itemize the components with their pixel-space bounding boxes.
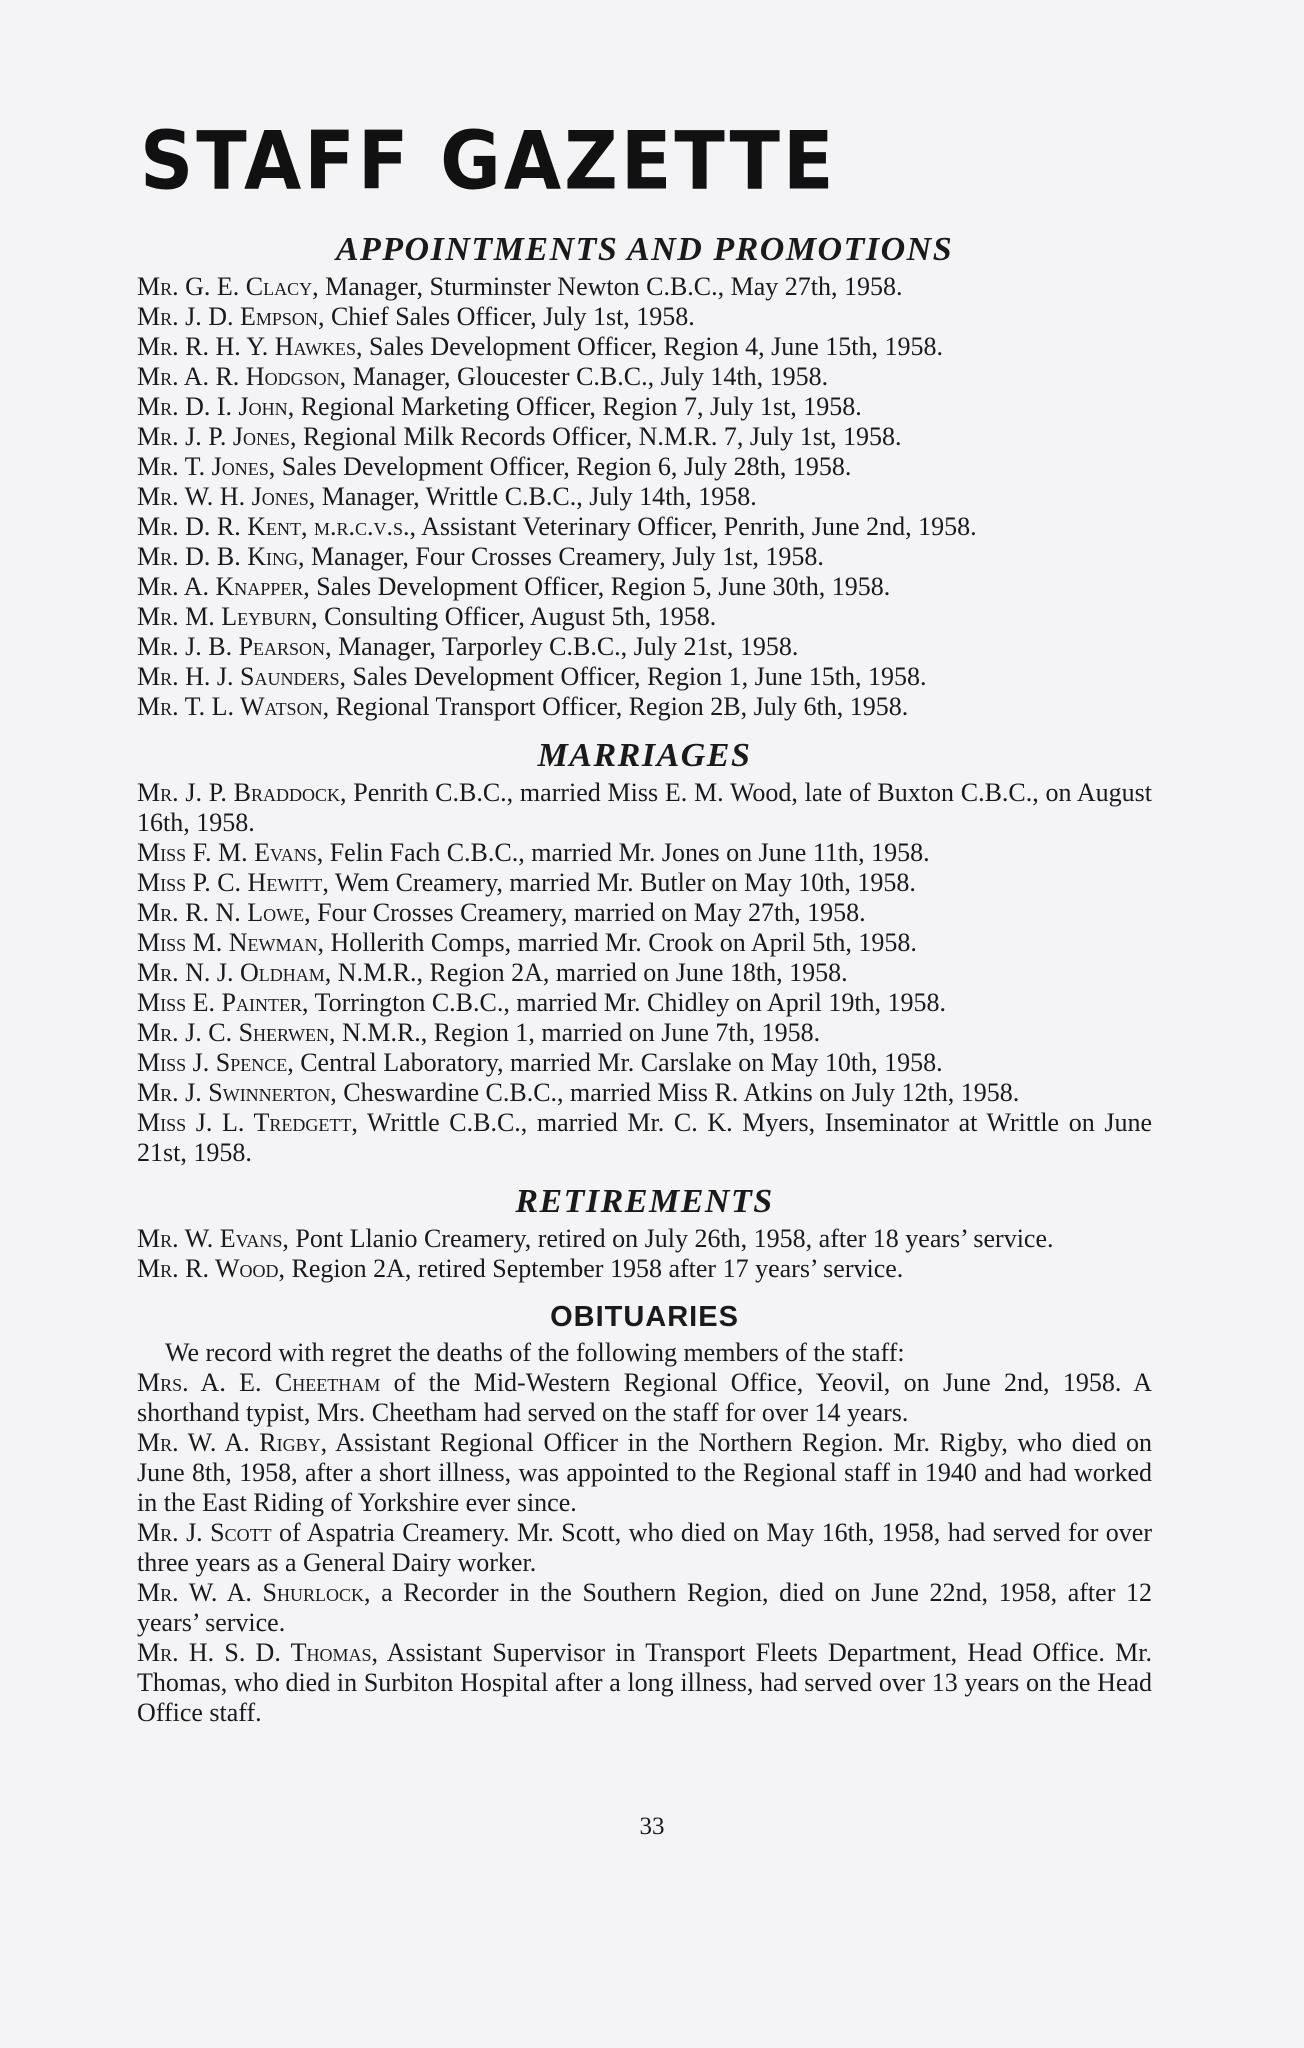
gazette-entry	[137, 778, 1152, 838]
staff-name: Mr. J. P. Braddock	[137, 778, 340, 807]
gazette-entry	[137, 512, 1152, 542]
gazette-content	[137, 228, 1152, 1728]
entry-text: , N.M.R., Region 2A, married on June 18th, 1958.	[324, 958, 848, 987]
section-heading: MARRIAGES	[537, 737, 752, 774]
staff-name: Mr. A. Knapper	[137, 572, 304, 601]
entry-text: , Writtle C.B.C., married Mr. C. K. Myers, Inseminator at Writtle on June 21st, 1958.	[137, 1108, 1152, 1167]
staff-name: Miss F. M. Evans	[137, 838, 317, 867]
staff-name: Mr. J. B. Pearson	[137, 632, 326, 661]
gazette-entry	[137, 898, 1152, 928]
entry-text: , Assistant Veterinary Officer, Penrith, June 2nd, 1958.	[409, 512, 977, 541]
gazette-entry	[137, 1078, 1152, 1108]
gazette-entry	[137, 572, 1152, 602]
sections-container	[137, 228, 1152, 1284]
masthead-title: STAFF GAZETTE	[140, 115, 837, 208]
gazette-entry	[137, 1018, 1152, 1048]
staff-name: Mr. R. H. Y. Hawkes	[137, 332, 357, 361]
gazette-entry	[137, 362, 1152, 392]
staff-name: Mr. T. Jones	[137, 452, 269, 481]
obituaries-intro: We record with regret the deaths of the following members of the staff:	[165, 1338, 905, 1367]
staff-name: Mr. A. R. Hodgson	[137, 362, 340, 391]
staff-name: Mr. J. Scott	[137, 1518, 272, 1547]
gazette-entry	[137, 272, 1152, 302]
entry-text: , Sales Development Officer, Region 6, July 28th, 1958.	[268, 452, 852, 481]
gazette-entry	[137, 692, 1152, 722]
obituary-entry	[137, 1428, 1152, 1518]
entry-text: , Pont Llanio Creamery, retired on July 26th, 1958, after 18 years’ service.	[282, 1224, 1054, 1253]
gazette-entry	[137, 422, 1152, 452]
entry-text: , Regional Transport Officer, Region 2B, July 6th, 1958.	[322, 692, 909, 721]
gazette-entry	[137, 928, 1152, 958]
section-heading: APPOINTMENTS AND PROMOTIONS	[335, 231, 954, 268]
entry-text: , Region 2A, retired September 1958 after 17 years’ service.	[278, 1254, 904, 1283]
staff-name: Mr. J. P. Jones	[137, 422, 290, 451]
staff-name: Mr. M. Leyburn	[137, 602, 312, 631]
entry-text: of the Mid-Western Regional Office, Yeovil, on June 2nd, 1958. A shorthand typist, Mrs. Cheetham had served on the staff for over 14 years.	[137, 1368, 1153, 1427]
gazette-entry	[137, 1048, 1152, 1078]
staff-name: Mr. D. R. Kent, m.r.c.v.s.	[137, 512, 410, 541]
staff-name: Mr. T. L. Watson	[137, 692, 323, 721]
staff-name: Miss P. C. Hewitt	[137, 868, 323, 897]
staff-name: Mr. J. D. Empson	[137, 302, 318, 331]
entry-text: , Sales Development Officer, Region 5, June 30th, 1958.	[303, 572, 891, 601]
entry-text: , Hollerith Comps, married Mr. Crook on April 5th, 1958.	[317, 928, 917, 957]
entry-text: , Manager, Gloucester C.B.C., July 14th, 1958.	[339, 362, 829, 391]
entry-text: , Four Crosses Creamery, married on May 27th, 1958.	[304, 898, 866, 927]
entry-text: , Cheswardine C.B.C., married Miss R. Atkins on July 12th, 1958.	[330, 1078, 1020, 1107]
entry-text: , a Recorder in the Southern Region, died on June 22nd, 1958, after 12 years’ service.	[137, 1578, 1152, 1637]
staff-name: Mrs. A. E. Cheetham	[137, 1368, 381, 1397]
obituary-entry	[137, 1578, 1152, 1638]
gazette-entry	[137, 958, 1152, 988]
staff-name: Mr. H. J. Saunders	[137, 662, 340, 691]
entry-text: , Torrington C.B.C., married Mr. Chidley on April 19th, 1958.	[301, 988, 947, 1017]
entry-text: , Sales Development Officer, Region 4, June 15th, 1958.	[356, 332, 944, 361]
gazette-entry	[137, 838, 1152, 868]
staff-name: Mr. W. Evans	[137, 1224, 283, 1253]
obituary-entry	[137, 1638, 1152, 1728]
entry-text: , Sales Development Officer, Region 1, June 15th, 1958.	[339, 662, 927, 691]
staff-name: Mr. W. A. Shurlock	[137, 1578, 364, 1607]
entry-text: , Penrith C.B.C., married Miss E. M. Wood, late of Buxton C.B.C., on August 16th, 1958.	[137, 778, 1152, 837]
obituaries-list	[137, 1368, 1152, 1728]
staff-name: Mr. D. I. John	[137, 392, 288, 421]
staff-name: Mr. D. B. King	[137, 542, 299, 571]
entry-text: of Aspatria Creamery. Mr. Scott, who died on May 16th, 1958, had served for over three years as a General Dairy worker.	[137, 1518, 1152, 1577]
staff-name: Miss E. Painter	[137, 988, 302, 1017]
entry-text: , Consulting Officer, August 5th, 1958.	[311, 602, 717, 631]
gazette-entry	[137, 542, 1152, 572]
obituaries-heading: OBITUARIES	[550, 1301, 739, 1333]
staff-name: Mr. N. J. Oldham	[137, 958, 325, 987]
obituary-entry	[137, 1518, 1152, 1578]
gazette-entry	[137, 632, 1152, 662]
entry-text: , Manager, Writtle C.B.C., July 14th, 1958.	[308, 482, 757, 511]
entry-text: , Central Laboratory, married Mr. Carslake on May 10th, 1958.	[287, 1048, 943, 1077]
staff-name: Mr. G. E. Clacy	[137, 272, 313, 301]
staff-name: Mr. R. Wood	[137, 1254, 279, 1283]
entry-text: , Assistant Regional Officer in the Northern Region. Mr. Rigby, who died on June 8th, 1958, after a short illness, was appointed to the Regional staff in 1940 and had worked in the East Riding of Yorkshire ever since.	[137, 1428, 1152, 1517]
staff-name: Mr. W. A. Rigby	[137, 1428, 321, 1457]
entry-text: , Felin Fach C.B.C., married Mr. Jones on June 11th, 1958.	[316, 838, 930, 867]
staff-name: Miss J. L. Tredgett	[137, 1108, 352, 1137]
entry-text: , Manager, Tarporley C.B.C., July 21st, 1958.	[325, 632, 799, 661]
gazette-entry	[137, 868, 1152, 898]
staff-name: Mr. J. Swinnerton	[137, 1078, 331, 1107]
page-number: 33	[639, 1813, 665, 1840]
gazette-entry	[137, 452, 1152, 482]
gazette-entry	[137, 1254, 1152, 1284]
entry-text: , Manager, Sturminster Newton C.B.C., May 27th, 1958.	[312, 272, 903, 301]
obituary-entry	[137, 1368, 1152, 1428]
gazette-entry	[137, 392, 1152, 422]
entry-text: , Wem Creamery, married Mr. Butler on May 10th, 1958.	[322, 868, 916, 897]
gazette-entry	[137, 1224, 1152, 1254]
gazette-entry	[137, 602, 1152, 632]
entry-text: , Manager, Four Crosses Creamery, July 1st, 1958.	[298, 542, 824, 571]
gazette-entry	[137, 988, 1152, 1018]
gazette-entry	[137, 1108, 1152, 1168]
gazette-entry	[137, 662, 1152, 692]
entry-text: , Regional Marketing Officer, Region 7, July 1st, 1958.	[287, 392, 862, 421]
gazette-entry	[137, 332, 1152, 362]
gazette-entry	[137, 482, 1152, 512]
staff-name: Mr. J. C. Sherwen	[137, 1018, 330, 1047]
section-heading: RETIREMENTS	[515, 1183, 774, 1220]
staff-name: Miss J. Spence	[137, 1048, 288, 1077]
gazette-entry	[137, 302, 1152, 332]
entry-text: , Assistant Supervisor in Transport Fleets Department, Head Office. Mr. Thomas, who died in Surbiton Hospital after a long illness, had served over 13 years on the Head Office staff.	[137, 1638, 1152, 1727]
entry-text: , N.M.R., Region 1, married on June 7th, 1958.	[329, 1018, 821, 1047]
staff-name: Mr. W. H. Jones	[137, 482, 309, 511]
staff-name: Miss M. Newman	[137, 928, 318, 957]
staff-name: Mr. R. N. Lowe	[137, 898, 305, 927]
staff-name: Mr. H. S. D. Thomas	[137, 1638, 372, 1667]
entry-text: , Chief Sales Officer, July 1st, 1958.	[317, 302, 695, 331]
entry-text: , Regional Milk Records Officer, N.M.R. 7, July 1st, 1958.	[289, 422, 902, 451]
